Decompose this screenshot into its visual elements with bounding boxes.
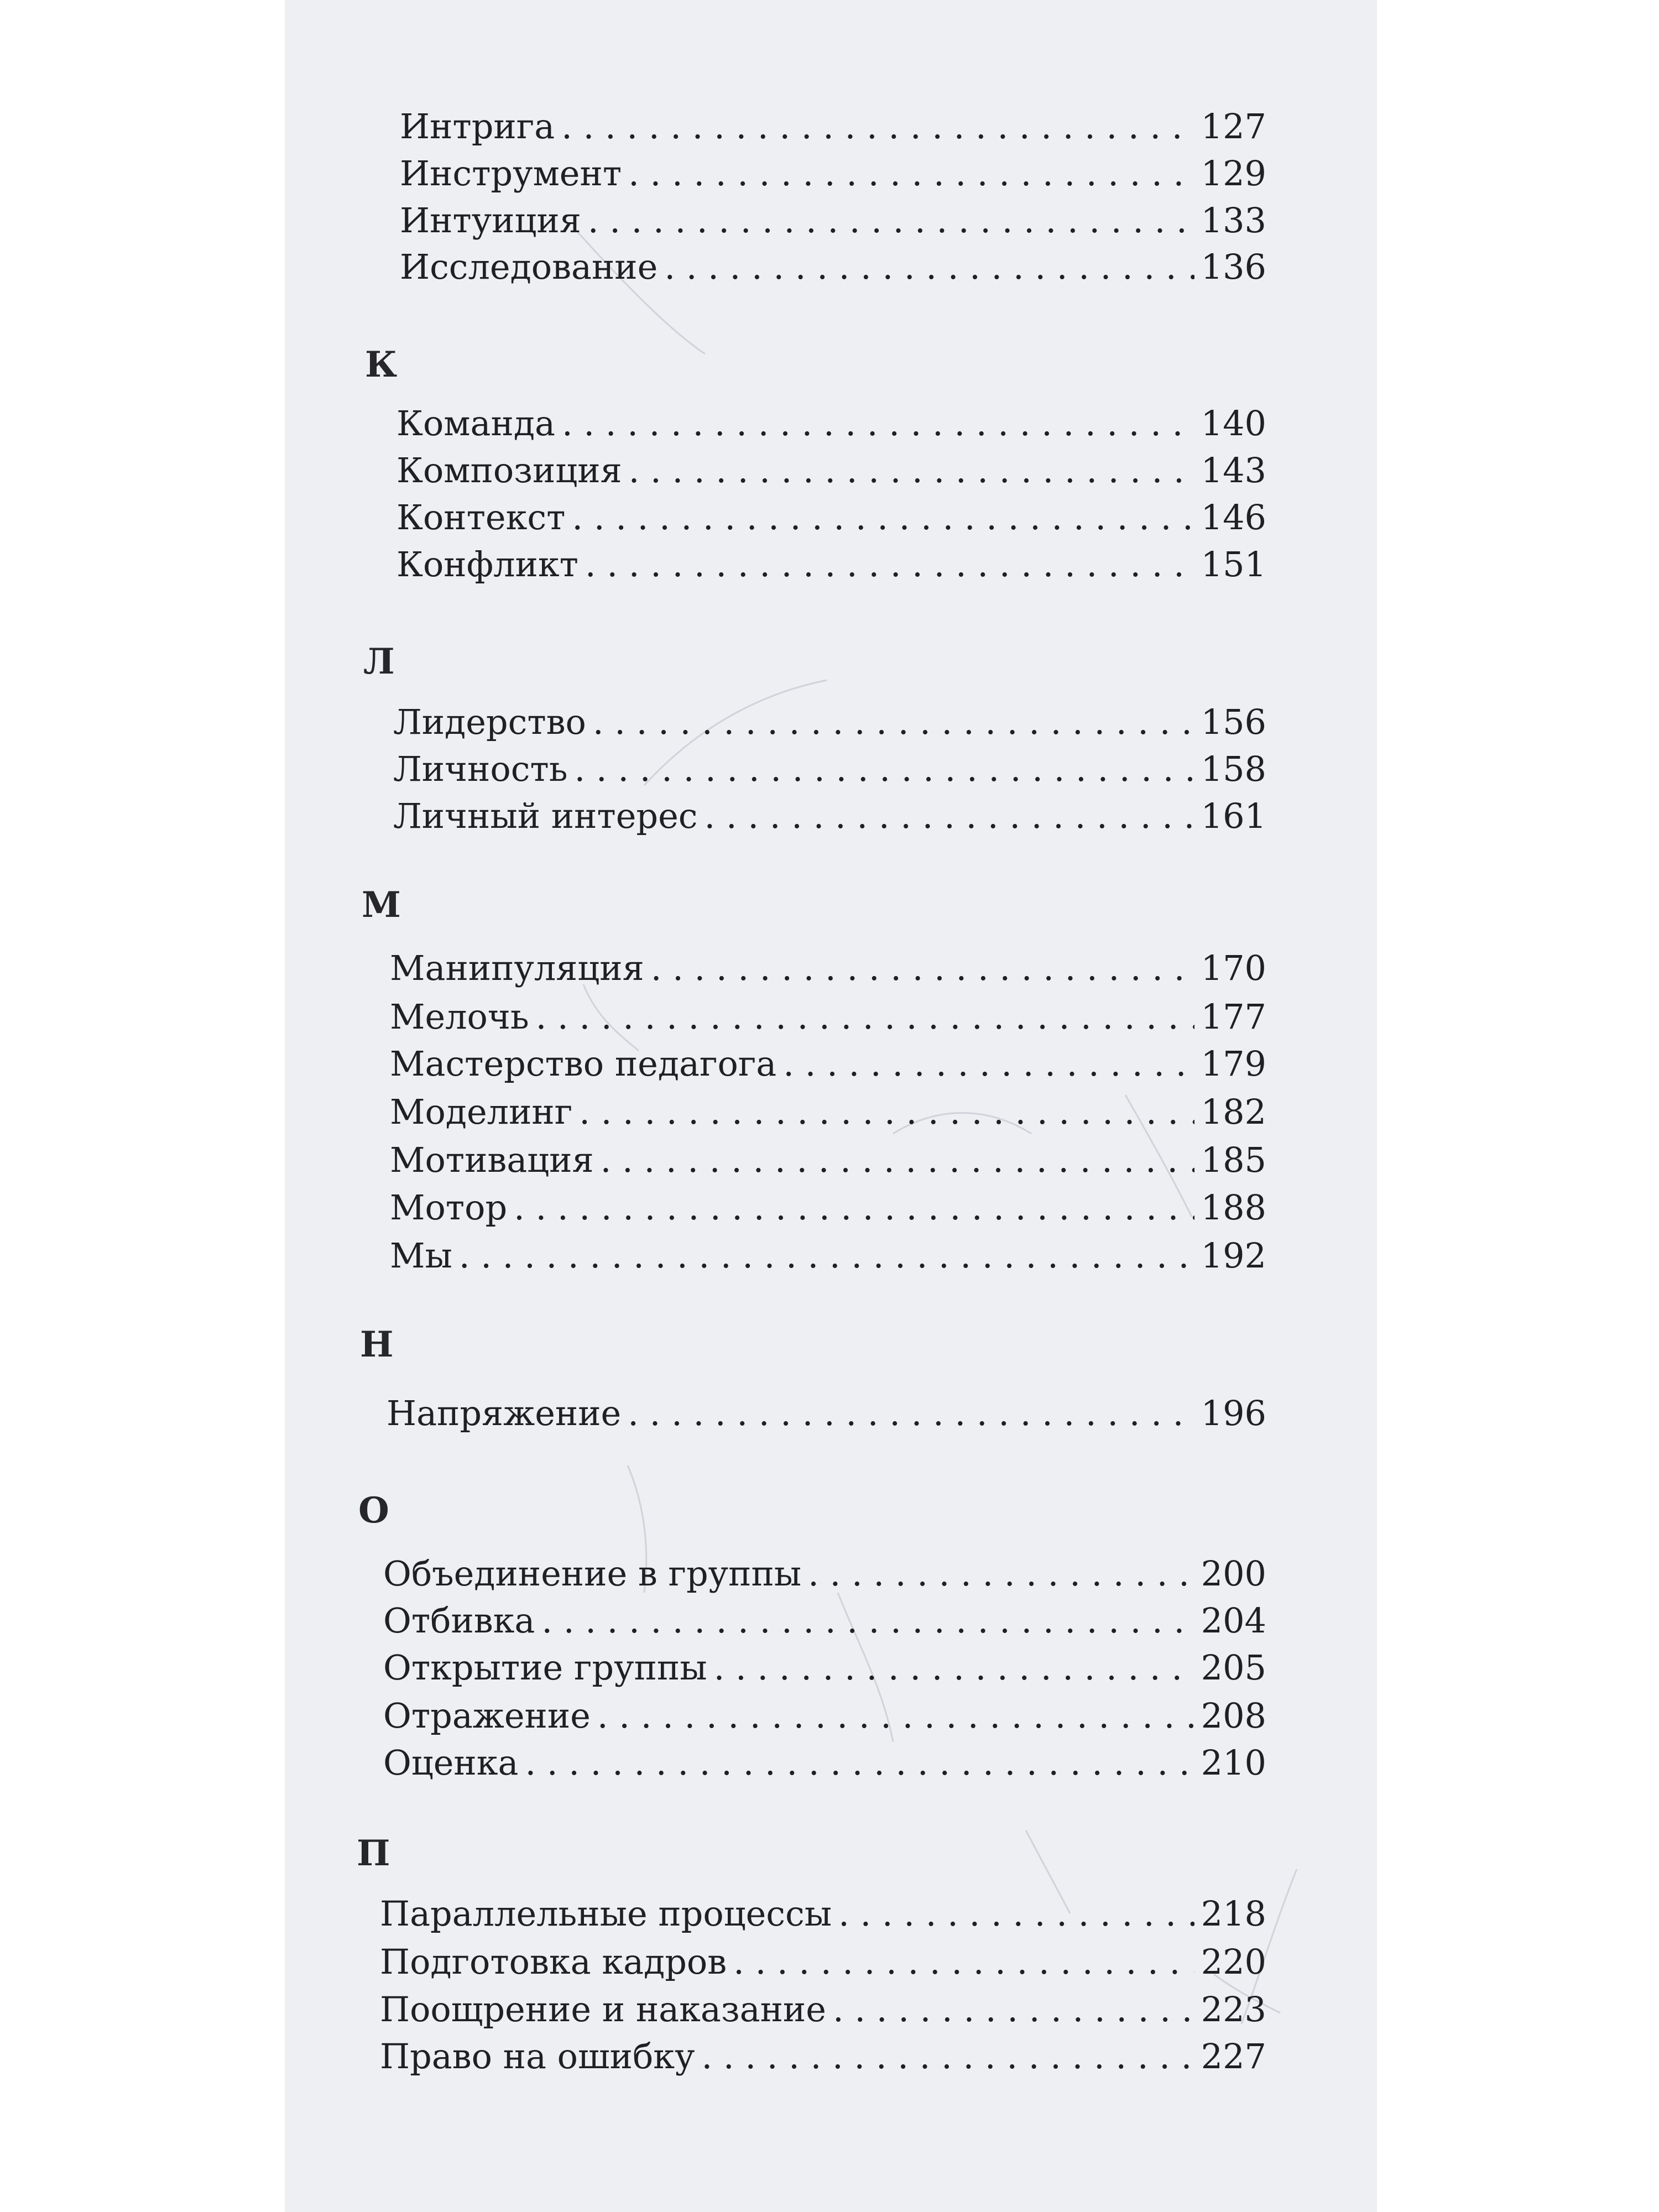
entry-page-number: 223 xyxy=(1201,1989,1266,2030)
dot-leader xyxy=(733,1945,1194,1979)
toc-entry xyxy=(393,702,1266,742)
section-letter: О xyxy=(358,1490,389,1531)
entry-page-number: 218 xyxy=(1201,1893,1266,1934)
entry-title: Личный интерес xyxy=(393,796,698,836)
entry-page-number: 156 xyxy=(1201,702,1266,742)
entry-page-number: 196 xyxy=(1201,1393,1266,1433)
dot-leader xyxy=(714,1651,1194,1685)
table-of-contents xyxy=(285,0,1377,2212)
entry-title: Интрига xyxy=(400,106,555,147)
entry-page-number: 146 xyxy=(1201,497,1266,538)
toc-entry xyxy=(390,1140,1266,1180)
toc-entry xyxy=(383,1743,1266,1783)
entry-page-number: 177 xyxy=(1201,997,1266,1037)
dot-leader xyxy=(651,951,1194,985)
toc-entry xyxy=(390,948,1266,988)
toc-entry xyxy=(383,1695,1266,1736)
dot-leader xyxy=(593,705,1194,739)
entry-title: Моделинг xyxy=(390,1092,573,1132)
toc-entry xyxy=(383,1553,1266,1594)
entry-page-number: 200 xyxy=(1201,1553,1266,1594)
toc-entry xyxy=(397,544,1266,585)
dot-leader xyxy=(664,250,1194,284)
dot-leader xyxy=(459,1239,1194,1273)
section-letter: К xyxy=(365,344,398,385)
entry-page-number: 185 xyxy=(1201,1140,1266,1180)
entry-page-number: 182 xyxy=(1201,1092,1266,1132)
entry-page-number: 210 xyxy=(1201,1743,1266,1783)
entry-title: Лидерство xyxy=(393,702,586,742)
entry-title: Композиция xyxy=(397,450,622,491)
entry-title: Параллельные процессы xyxy=(380,1893,832,1934)
entry-title: Объединение в группы xyxy=(383,1553,802,1594)
dot-leader xyxy=(561,109,1194,144)
toc-entry xyxy=(390,1187,1266,1228)
toc-entry xyxy=(397,403,1266,444)
entry-title: Мелочь xyxy=(390,997,529,1037)
entry-title: Поощрение и наказание xyxy=(380,1989,826,2030)
entry-page-number: 208 xyxy=(1201,1695,1266,1736)
entry-page-number: 161 xyxy=(1201,796,1266,836)
entry-page-number: 127 xyxy=(1201,106,1266,147)
toc-entry xyxy=(380,1893,1266,1934)
entry-title: Отбивка xyxy=(383,1600,535,1641)
toc-entry xyxy=(400,153,1266,194)
dot-leader xyxy=(562,406,1194,441)
toc-entry xyxy=(383,1600,1266,1641)
entry-title: Инструмент xyxy=(400,153,622,194)
entry-page-number: 204 xyxy=(1201,1600,1266,1641)
entry-title: Подготовка кадров xyxy=(380,1942,727,1982)
entry-title: Команда xyxy=(397,403,555,444)
toc-entry xyxy=(397,497,1266,538)
dot-leader xyxy=(833,1992,1194,2027)
dot-leader xyxy=(628,1396,1194,1431)
entry-page-number: 136 xyxy=(1201,247,1266,287)
dot-leader xyxy=(536,1000,1194,1034)
dot-leader xyxy=(541,1604,1194,1638)
toc-entry xyxy=(383,1647,1266,1688)
entry-page-number: 220 xyxy=(1201,1942,1266,1982)
dot-leader xyxy=(525,1746,1194,1780)
entry-title: Напряжение xyxy=(387,1393,622,1433)
section-letter: М xyxy=(362,884,401,926)
entry-title: Мотор xyxy=(390,1187,508,1228)
entry-page-number: 188 xyxy=(1201,1187,1266,1228)
dot-leader xyxy=(702,2039,1194,2074)
entry-title: Личность xyxy=(393,749,568,789)
dot-leader xyxy=(597,1699,1194,1733)
dot-leader xyxy=(628,156,1194,191)
toc-entry xyxy=(400,200,1266,241)
entry-title: Отражение xyxy=(383,1695,591,1736)
entry-page-number: 158 xyxy=(1201,749,1266,789)
book-page xyxy=(285,0,1377,2212)
entry-title: Мотивация xyxy=(390,1140,594,1180)
entry-title: Манипуляция xyxy=(390,948,644,988)
entry-title: Открытие группы xyxy=(383,1647,707,1688)
toc-entry xyxy=(390,1235,1266,1276)
entry-page-number: 133 xyxy=(1201,200,1266,241)
toc-entry xyxy=(380,1942,1266,1982)
dot-leader xyxy=(514,1191,1194,1225)
dot-leader xyxy=(588,204,1194,238)
section-letter: Л xyxy=(363,641,395,682)
dot-leader xyxy=(585,547,1194,582)
dot-leader xyxy=(572,500,1194,535)
toc-entry xyxy=(397,450,1266,491)
entry-page-number: 192 xyxy=(1201,1235,1266,1276)
entry-page-number: 205 xyxy=(1201,1647,1266,1688)
entry-title: Контекст xyxy=(397,497,566,538)
entry-page-number: 129 xyxy=(1201,153,1266,194)
dot-leader xyxy=(601,1143,1194,1177)
toc-entry xyxy=(387,1393,1266,1433)
dot-leader xyxy=(808,1557,1194,1591)
entry-page-number: 179 xyxy=(1201,1044,1266,1084)
toc-entry xyxy=(390,1092,1266,1132)
dot-leader xyxy=(705,799,1194,833)
entry-title: Интуиция xyxy=(400,200,581,241)
entry-title: Оценка xyxy=(383,1743,519,1783)
dot-leader xyxy=(783,1047,1194,1081)
toc-entry xyxy=(393,796,1266,836)
entry-page-number: 140 xyxy=(1201,403,1266,444)
section-letter: Н xyxy=(360,1324,394,1365)
dot-leader xyxy=(574,752,1194,786)
toc-entry xyxy=(380,1989,1266,2030)
toc-entry xyxy=(400,106,1266,147)
toc-entry xyxy=(393,749,1266,789)
entry-title: Право на ошибку xyxy=(380,2036,695,2077)
entry-page-number: 143 xyxy=(1201,450,1266,491)
entry-title: Мы xyxy=(390,1235,452,1276)
entry-page-number: 170 xyxy=(1201,948,1266,988)
dot-leader xyxy=(579,1095,1194,1129)
toc-entry xyxy=(380,2036,1266,2077)
entry-page-number: 227 xyxy=(1201,2036,1266,2077)
entry-page-number: 151 xyxy=(1201,544,1266,585)
entry-title: Мастерство педагога xyxy=(390,1044,777,1084)
dot-leader xyxy=(838,1897,1194,1931)
dot-leader xyxy=(629,453,1194,488)
section-letter: П xyxy=(357,1833,390,1874)
toc-entry xyxy=(390,1044,1266,1084)
entry-title: Исследование xyxy=(400,247,658,287)
toc-entry xyxy=(400,247,1266,287)
entry-title: Конфликт xyxy=(397,544,578,585)
toc-entry xyxy=(390,997,1266,1037)
